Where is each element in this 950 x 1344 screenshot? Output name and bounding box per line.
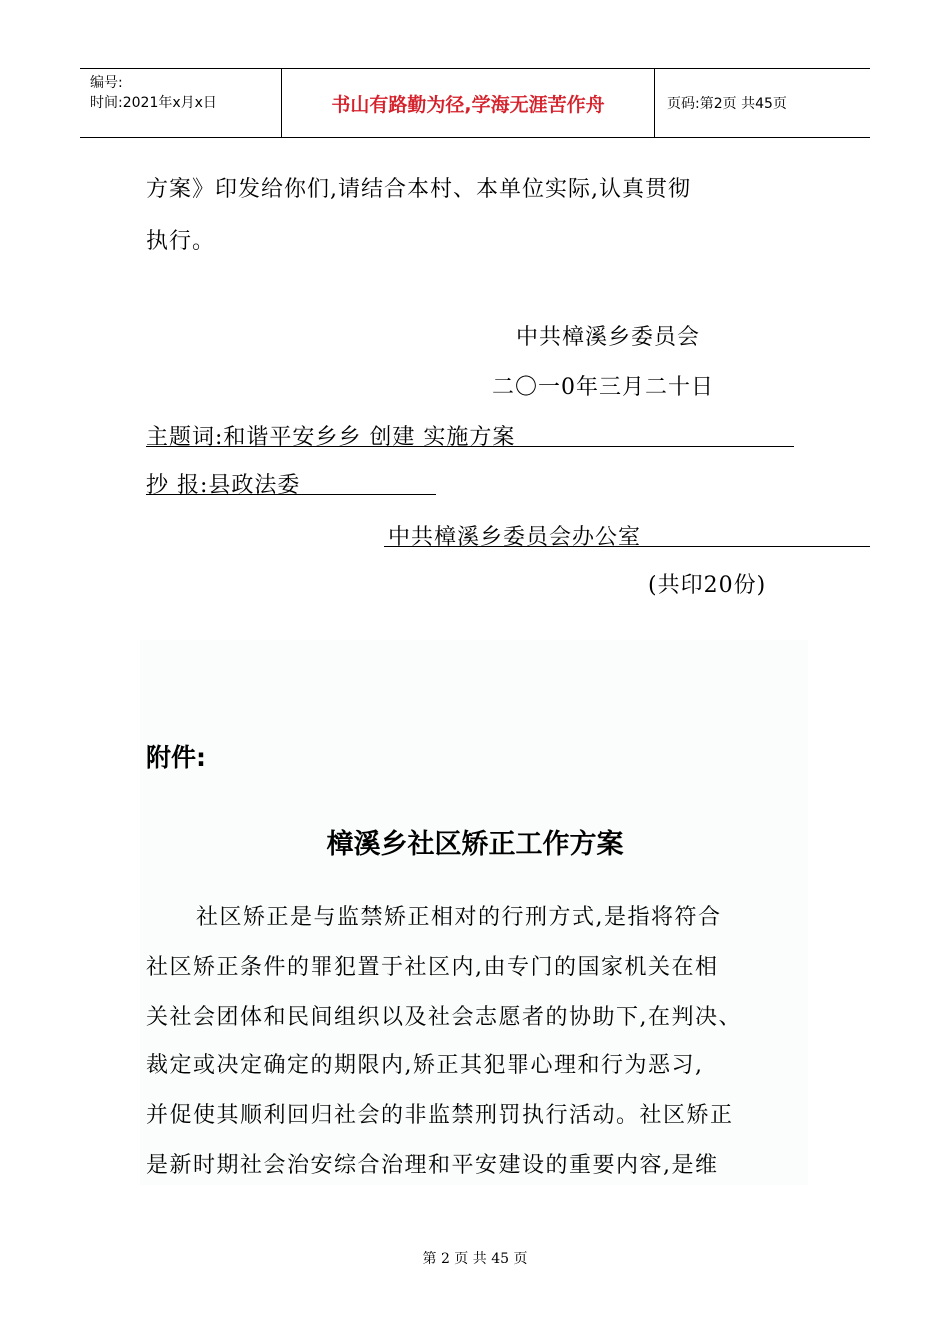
issuer-row: [384, 514, 870, 550]
keywords-text: 主题词:和谐平安乡乡 创建 实施方案: [146, 425, 516, 450]
header-meta: [80, 69, 282, 137]
paragraph-line-5: 并促使其顺利回归社会的非监禁刑罚执行活动。社区矫正: [146, 1103, 734, 1128]
cc-row: [146, 462, 436, 498]
document-number-label: 编号:: [90, 75, 123, 91]
signature-date: 二〇一0年三月二十日: [492, 375, 714, 400]
attachment-title: 樟溪乡社区矫正工作方案: [326, 829, 624, 860]
paragraph-line-4: 裁定或决定确定的期限内,矫正其犯罪心理和行为恶习,: [146, 1053, 704, 1078]
issuer-text: 中共樟溪乡委员会办公室: [388, 525, 642, 550]
body-line-1: 方案》印发给你们,请结合本村、本单位实际,认真贯彻: [146, 177, 691, 202]
body-line-2: 执行。: [146, 229, 216, 254]
document-time: 时间:2021年x月x日: [90, 95, 217, 111]
signature-org: 中共樟溪乡委员会: [516, 325, 701, 350]
header-page-info: 页码:第2页 共45页: [667, 96, 787, 112]
page-header: [80, 68, 870, 138]
paragraph-line-2: 社区矫正条件的罪犯置于社区内,由专门的国家机关在相: [146, 955, 719, 980]
paragraph-line-3: 关社会团体和民间组织以及社会志愿者的协助下,在判决、: [146, 1005, 742, 1030]
paragraph-line-1: 社区矫正是与监禁矫正相对的行刑方式,是指将符合: [196, 905, 722, 930]
cc-text: 抄 报:县政法委: [146, 473, 301, 498]
attachment-label: 附件:: [146, 743, 206, 772]
page-footer: 第 2 页 共 45 页: [422, 1251, 528, 1267]
paragraph-line-6: 是新时期社会治安综合治理和平安建设的重要内容,是维: [146, 1153, 719, 1178]
keywords-row: [146, 414, 794, 450]
copies-note: (共印20份): [648, 573, 767, 598]
header-motto: 书山有路勤为径,学海无涯苦作舟: [282, 69, 655, 137]
